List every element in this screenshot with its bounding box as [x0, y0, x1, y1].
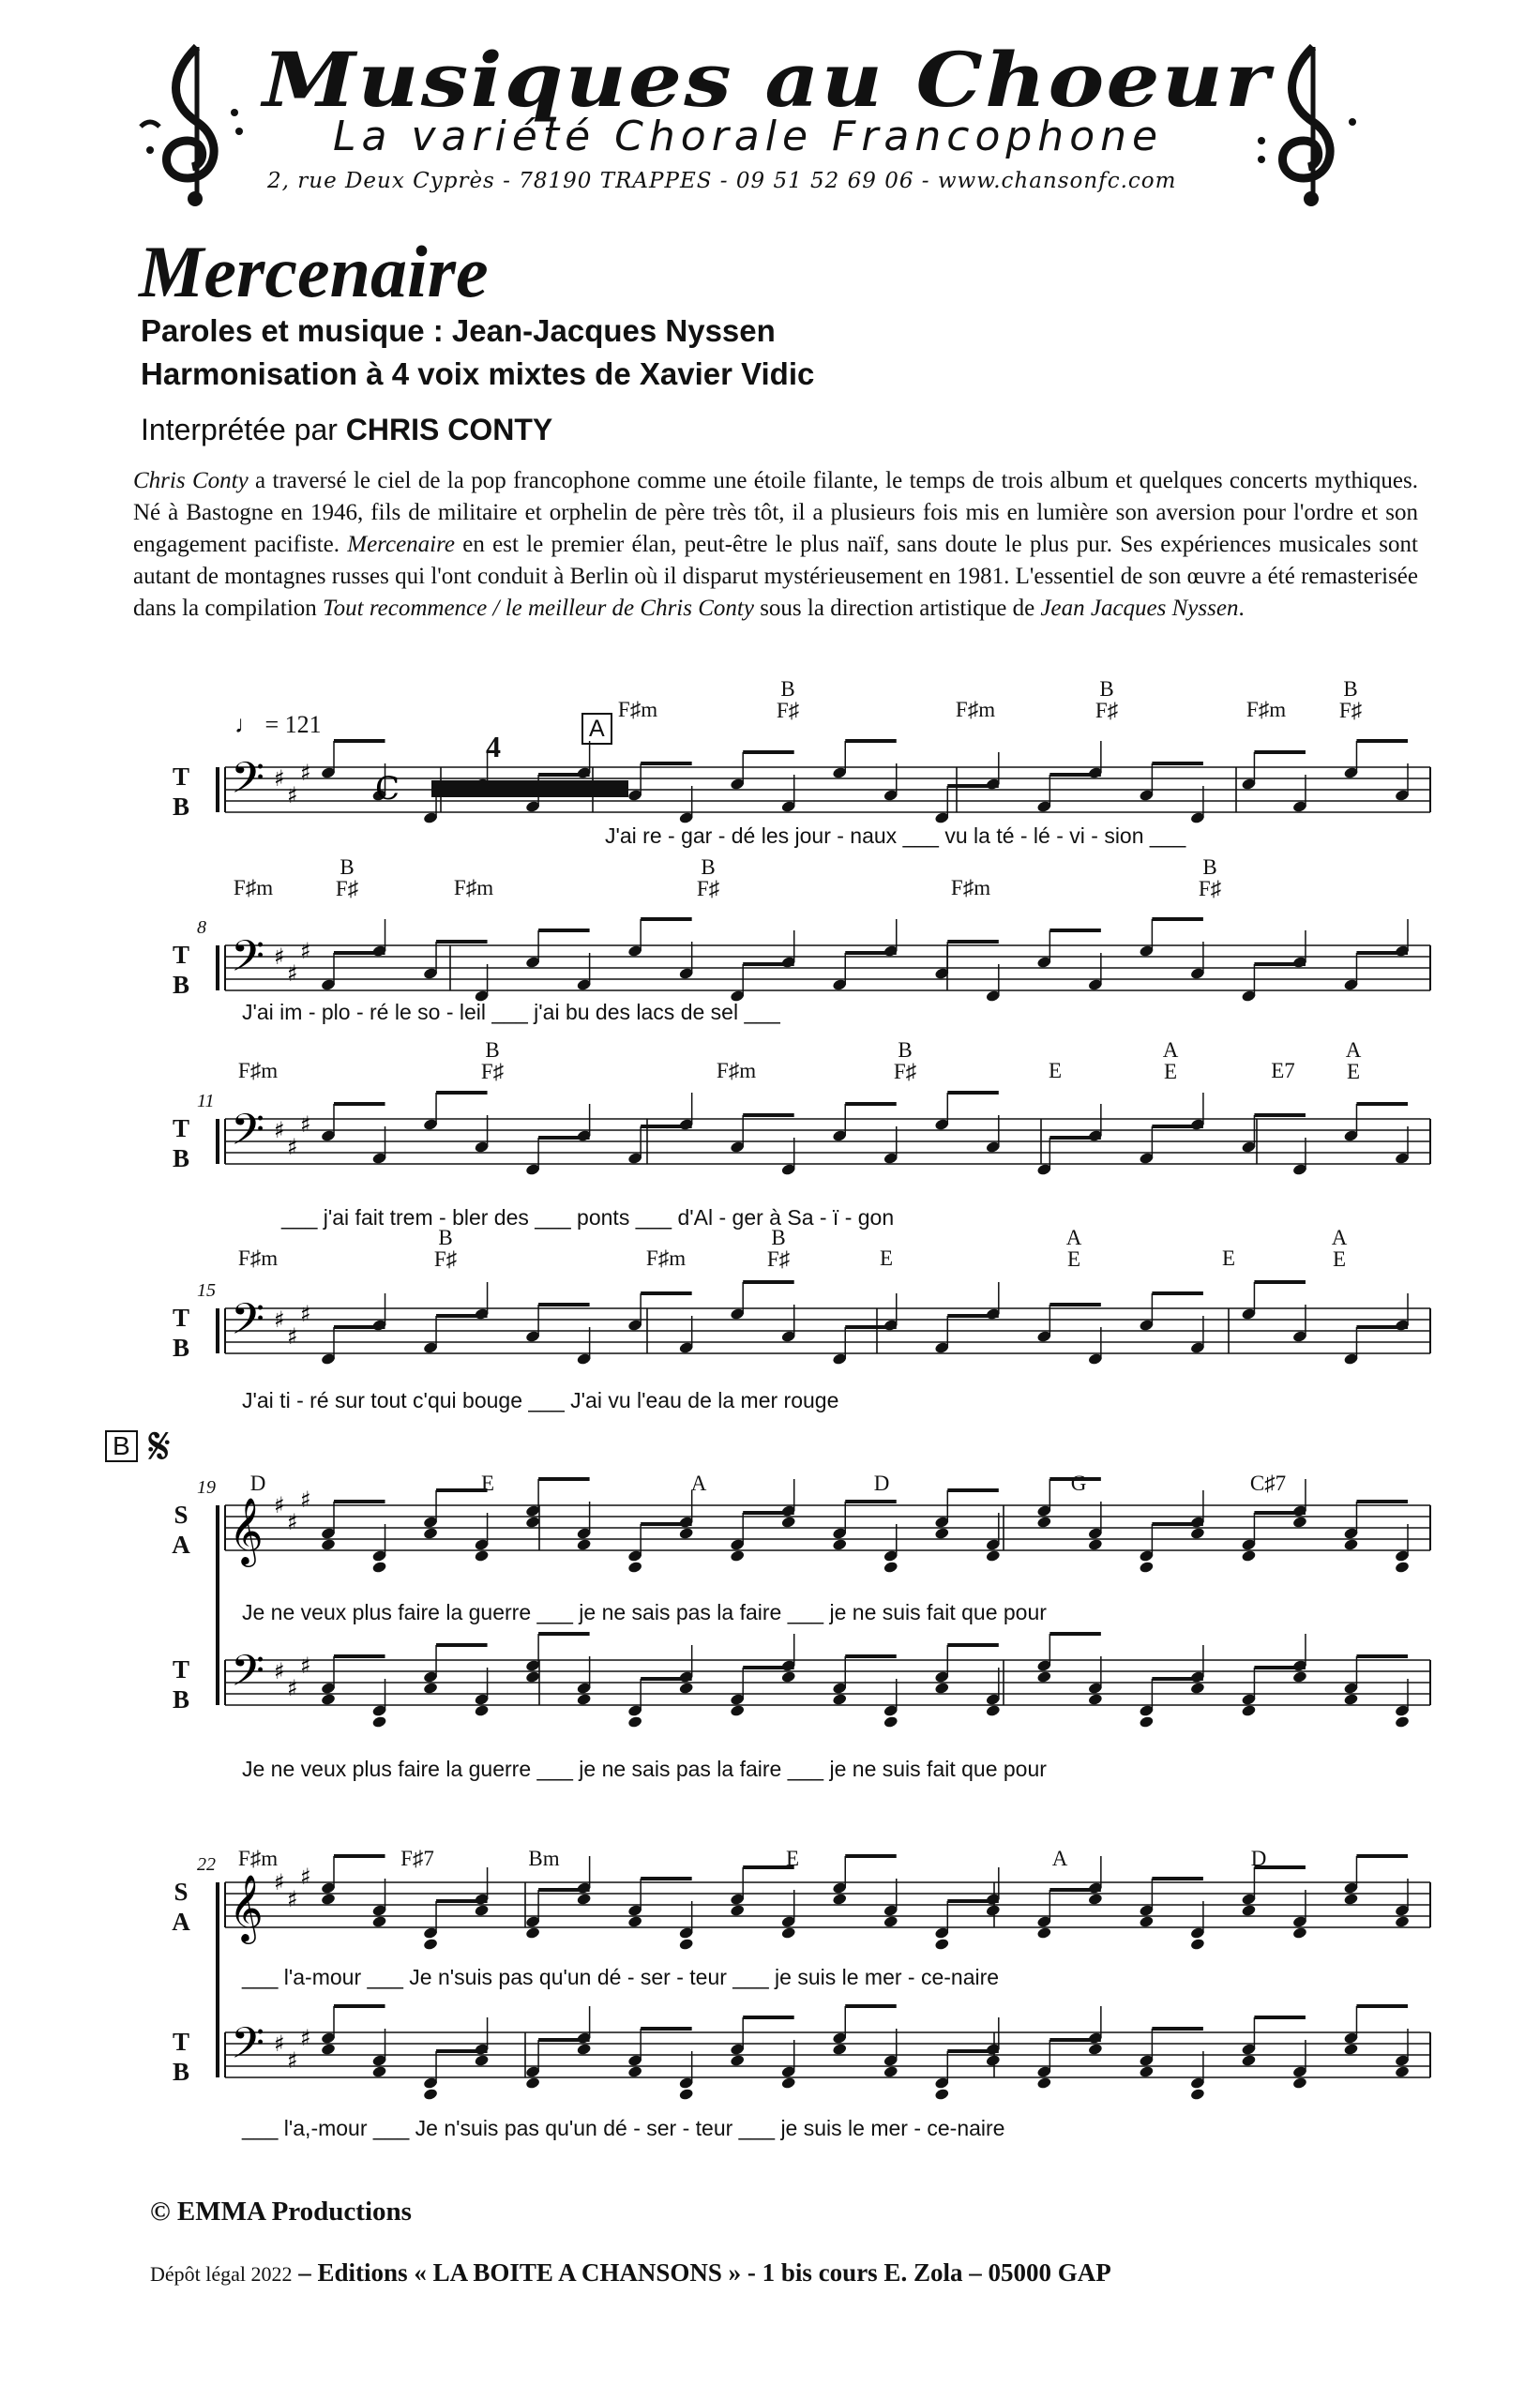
note-head [934, 2088, 950, 2101]
measure-number: 15 [197, 1280, 216, 1301]
note-head [1343, 1538, 1359, 1551]
note-head [1241, 1704, 1257, 1717]
note-head [1088, 1538, 1104, 1551]
note-head [986, 1549, 1002, 1563]
key-sharp: ♯ [287, 2047, 298, 2074]
measure-number: 8 [197, 917, 206, 938]
multi-measure-rest [431, 780, 628, 797]
song-title: Mercenaire [139, 231, 489, 312]
key-sharp: ♯ [300, 1653, 311, 1679]
lyrics-soprano-alto: Je ne veux plus faire la guerre ___ je ne sais pas la faire ___ je ne suis fait que pour [242, 1600, 1047, 1624]
chord-symbol: D [249, 1472, 266, 1495]
chord-symbol: Bm [528, 1847, 560, 1870]
treble-clef: 𝄞 [229, 1496, 264, 1564]
note-head [576, 1538, 592, 1551]
performer-name: CHRIS CONTY [345, 413, 553, 446]
chord-symbol: B F♯ [766, 1226, 791, 1271]
chord-symbol: A E [1162, 1038, 1179, 1083]
note-head [576, 1893, 592, 1906]
note-head [986, 1904, 1002, 1917]
bio-text-4: . [1238, 596, 1245, 621]
note-head [423, 1527, 439, 1540]
key-sharp: ♯ [274, 1117, 285, 1143]
note-head [1088, 1693, 1104, 1706]
note-head [934, 1527, 950, 1540]
note-head [1292, 1670, 1308, 1684]
key-sharp: ♯ [274, 1492, 285, 1518]
key-sharp: ♯ [300, 1487, 311, 1513]
note-head [371, 2065, 387, 2078]
key-sharp: ♯ [300, 1111, 311, 1138]
chord-symbol: A E [1331, 1226, 1348, 1271]
key-sharp: ♯ [300, 938, 311, 964]
note-head [1190, 2088, 1206, 2101]
note-head [883, 1915, 898, 1928]
note-head [1395, 1715, 1411, 1729]
note-head [423, 1682, 439, 1695]
note-head [627, 1561, 643, 1574]
note-head [1292, 1516, 1308, 1529]
bio-text-1: a traversé le ciel de la pop francophone comme une étoile filante, le temps de trois album et quelques concerts mythiques. Né à Bastogne en 1946, fils de militaire et orphelin de père très tôt, il a plusieurs fois mis en lumière son aversion pour l'ordre et son engagement pacifiste. [133, 468, 1418, 557]
note-head [730, 2054, 746, 2067]
note-head [321, 1538, 337, 1551]
note-head [474, 1904, 490, 1917]
bio-compilation-name: Tout recommence / le meilleur de Chris Conty [323, 596, 754, 621]
note-head [730, 1904, 746, 1917]
legal-deposit [150, 2258, 1111, 2288]
key-sharp: ♯ [300, 1864, 311, 1890]
chord-symbol: D [1250, 1847, 1267, 1870]
lyrics-tenor-bass: J'ai ti - ré sur tout c'qui bouge ___ J'ai vu l'eau de la mer rouge [242, 1388, 839, 1412]
chord-symbol: F♯m [617, 698, 658, 721]
chord-symbol: F♯m [716, 1059, 757, 1082]
publisher-info: – Editions « LA BOITE A CHANSONS » - 1 bis cours E. Zola – 05000 GAP [292, 2258, 1111, 2287]
note-head [1395, 1561, 1411, 1574]
note-head [371, 1561, 387, 1574]
chord-symbol: E7 [1271, 1059, 1295, 1082]
note-head [832, 1693, 848, 1706]
note-head [780, 2076, 796, 2090]
note-head [1139, 2065, 1155, 2078]
bio-song-name: Mercenaire [347, 532, 456, 557]
chord-symbol: F♯m [645, 1246, 687, 1270]
note-head [525, 1926, 541, 1940]
chord-symbol: F♯m [950, 876, 991, 899]
note-head [474, 1704, 490, 1717]
note-head [678, 1527, 694, 1540]
chord-symbol: F♯7 [400, 1847, 434, 1870]
note-head [1395, 2065, 1411, 2078]
key-sharp: ♯ [287, 782, 298, 808]
note-head [423, 1938, 439, 1951]
note-head [1036, 1670, 1052, 1684]
lyrics-tenor-bass: Je ne veux plus faire la guerre ___ je ne sais pas la faire ___ je ne suis fait que pour [242, 1757, 1047, 1781]
note-head [780, 1516, 796, 1529]
chord-symbol: E [1221, 1246, 1236, 1270]
legal-deposit-year: Dépôt légal 2022 [150, 2262, 293, 2286]
note-head [780, 1926, 796, 1940]
note-head [1343, 1893, 1359, 1906]
key-sharp: ♯ [300, 1301, 311, 1327]
note-head [678, 1682, 694, 1695]
bio-director-name: Jean Jacques Nyssen [1040, 596, 1239, 621]
note-head [321, 2043, 337, 2056]
note-head [1395, 1915, 1411, 1928]
note-head [678, 2088, 694, 2101]
note-head [525, 2076, 541, 2090]
note-head [1190, 1682, 1206, 1695]
note-head [934, 1938, 950, 1951]
bass-clef: 𝄢 [231, 1294, 265, 1355]
voice-label-tb: T B [172, 1655, 189, 1714]
time-signature: C [375, 770, 400, 808]
lyrics-tenor-bass: J'ai im - plo - ré le so - leil ___ j'ai bu des lacs de sel ___ [242, 1000, 780, 1024]
chord-symbol: B F♯ [433, 1226, 458, 1271]
chord-symbol: E [879, 1246, 894, 1270]
chord-symbol: F♯m [237, 1246, 279, 1270]
note-head [934, 1682, 950, 1695]
bass-clef: 𝄢 [231, 2018, 265, 2079]
lyrics-tenor-bass: ___ j'ai fait trem - bler des ___ ponts ___ d'Al - ger à Sa - ï - gon [281, 1205, 895, 1230]
segno-sign: 𝄋 [148, 1416, 172, 1477]
key-sharp: ♯ [274, 2031, 285, 2057]
note-head [883, 2065, 898, 2078]
chord-symbol: A E [1065, 1226, 1082, 1271]
note-head [474, 2054, 490, 2067]
note-head [1139, 1915, 1155, 1928]
voice-label-tb: T B [172, 941, 189, 999]
note-head [1036, 1926, 1052, 1940]
note-head [525, 1516, 541, 1529]
note-head [883, 1715, 898, 1729]
chord-symbol: A [1051, 1847, 1068, 1870]
note-head [525, 1670, 541, 1684]
note-head [1343, 2043, 1359, 2056]
voice-label-sa: S A [172, 1501, 190, 1559]
bass-clef: 𝄢 [231, 1105, 265, 1166]
note-head [986, 1704, 1002, 1717]
key-sharp: ♯ [274, 944, 285, 970]
bass-clef: 𝄢 [231, 931, 265, 992]
chord-symbol: A E [1345, 1038, 1362, 1083]
copyright-notice: © EMMA Productions [150, 2197, 412, 2227]
note-head [1241, 1549, 1257, 1563]
measure-number: 22 [197, 1854, 216, 1875]
note-head [1292, 2076, 1308, 2090]
measure-number: 19 [197, 1477, 216, 1498]
chord-symbol: B F♯ [696, 855, 720, 900]
harmony-credit: Harmonisation à 4 voix mixtes de Xavier Vidic [141, 356, 815, 391]
note-head [627, 1915, 643, 1928]
note-head [832, 1538, 848, 1551]
performer-prefix: Interprétée par [141, 413, 346, 446]
key-sharp: ♯ [287, 1675, 298, 1701]
key-sharp: ♯ [300, 2025, 311, 2051]
note-head [1036, 2076, 1052, 2090]
note-head [1190, 1938, 1206, 1951]
voice-label-tb: T B [172, 1114, 189, 1172]
key-sharp: ♯ [274, 765, 285, 792]
note-head [576, 1693, 592, 1706]
lyrics-soprano-alto: ___ l'a-mour ___ Je n'suis pas qu'un dé - ser - teur ___ je suis le mer - ce-naire [242, 1965, 1000, 1989]
note-head [1343, 1693, 1359, 1706]
chord-symbol: F♯m [955, 698, 996, 721]
rehearsal-mark-b: B [105, 1430, 138, 1462]
key-sharp: ♯ [287, 1886, 298, 1912]
note-head [883, 1561, 898, 1574]
note-head [832, 2043, 848, 2056]
chord-symbol: E [785, 1847, 800, 1870]
note-head [730, 1549, 746, 1563]
key-sharp: ♯ [287, 1509, 298, 1535]
lyrics-tenor-bass: ___ l'a,-mour ___ Je n'suis pas qu'un dé - ser - teur ___ je suis le mer - ce-naire [242, 2116, 1005, 2140]
voice-label-sa: S A [172, 1878, 190, 1936]
chord-symbol: F♯m [237, 1847, 279, 1870]
note-head [678, 1938, 694, 1951]
voice-label-tb: T B [172, 1304, 189, 1362]
lyrics-tenor-bass: J'ai re - gar - dé les jour - naux ___ vu la té - lé - vi - sion ___ [605, 823, 1186, 848]
chord-symbol: F♯m [1246, 698, 1287, 721]
note-head [1139, 1715, 1155, 1729]
note-head [321, 1693, 337, 1706]
note-head [730, 1704, 746, 1717]
chord-symbol: D [873, 1472, 890, 1495]
chord-symbol: F♯m [233, 876, 274, 899]
measure-number: 11 [197, 1091, 215, 1111]
note-head [1036, 1516, 1052, 1529]
bio-artist-name: Chris Conty [133, 468, 249, 493]
chord-symbol: G [1070, 1472, 1087, 1495]
chord-symbol: F♯m [453, 876, 494, 899]
rest-count: 4 [486, 730, 501, 763]
chord-symbol: B F♯ [1198, 855, 1222, 900]
chord-symbol: A [690, 1472, 707, 1495]
note-head [423, 2088, 439, 2101]
chord-symbol: B F♯ [1095, 677, 1119, 722]
key-sharp: ♯ [300, 760, 311, 786]
brand-subtitle: La variété Chorale Francophone [333, 113, 1164, 160]
chord-symbol: C♯7 [1249, 1472, 1287, 1495]
chord-symbol: F♯m [237, 1059, 279, 1082]
chord-symbol: B F♯ [335, 855, 359, 900]
note-head [832, 1893, 848, 1906]
brand-name: Musiques au Choeur [263, 36, 1272, 124]
voice-label-tb: T B [172, 2028, 189, 2086]
note-head [1190, 1527, 1206, 1540]
chord-symbol: E [480, 1472, 495, 1495]
key-sharp: ♯ [274, 1306, 285, 1333]
key-sharp: ♯ [287, 1134, 298, 1160]
bio-text-3: sous la direction artistique de [753, 596, 1041, 621]
key-sharp: ♯ [274, 1658, 285, 1684]
note-head [780, 1670, 796, 1684]
key-sharp: ♯ [287, 960, 298, 987]
rehearsal-mark-a: A [581, 713, 612, 745]
chord-symbol: B F♯ [776, 677, 800, 722]
bass-clef: 𝄢 [231, 1646, 265, 1707]
chord-symbol: B F♯ [893, 1038, 917, 1083]
note-head [576, 2043, 592, 2056]
publisher-address: 2, rue Deux Cyprès - 78190 TRAPPES - 09 51 52 69 06 - www.chansonfc.com [267, 169, 1177, 193]
note-head [986, 2054, 1002, 2067]
note-head [1139, 1561, 1155, 1574]
bio-text-2: en est le premier élan, peut-être le plus naïf, sans doute le plus pur. Ses expériences musicales sont autant de montagnes russes qui l'ont conduit à Berlin où il disparut mystérieusement en 1981. L'essentiel de son œuvre a été remasterisée dans la compilation [133, 532, 1418, 621]
note-head [1088, 1893, 1104, 1906]
lyrics-credit: Paroles et musique : Jean-Jacques Nyssen [141, 313, 776, 348]
voice-label-tb: T B [172, 763, 189, 821]
note-head [1241, 1904, 1257, 1917]
note-head [1292, 1926, 1308, 1940]
chord-symbol: E [1048, 1059, 1063, 1082]
note-head [321, 1893, 337, 1906]
bass-clef: 𝄢 [231, 753, 265, 814]
treble-clef: 𝄞 [229, 1873, 264, 1941]
note-head [1088, 2043, 1104, 2056]
tempo-marking: ♩ = 121 [234, 711, 322, 738]
chord-symbol: B F♯ [480, 1038, 505, 1083]
note-head [1241, 2054, 1257, 2067]
note-head [371, 1915, 387, 1928]
key-sharp: ♯ [287, 1323, 298, 1350]
chord-symbol: B F♯ [1338, 677, 1363, 722]
key-sharp: ♯ [274, 1869, 285, 1895]
note-head [627, 2065, 643, 2078]
note-head [371, 1715, 387, 1729]
note-head [474, 1549, 490, 1563]
note-head [627, 1715, 643, 1729]
